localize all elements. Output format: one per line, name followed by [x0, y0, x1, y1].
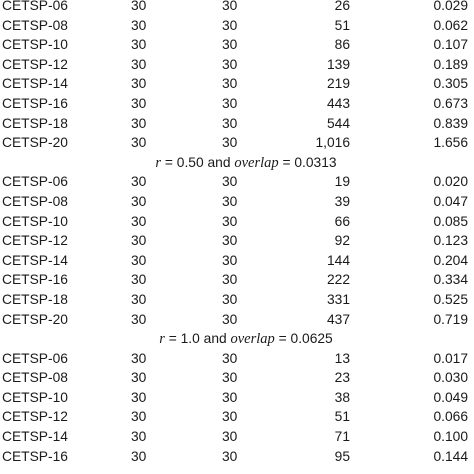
value-b-cell: 30 — [222, 370, 238, 386]
table-row — [0, 74, 474, 94]
r-relation: = 0.50 and — [161, 154, 235, 170]
value-b-cell: 30 — [222, 115, 238, 131]
instance-name-cell: CETSP-14 — [2, 429, 68, 445]
value-a-cell: 30 — [131, 193, 147, 209]
value-d-cell: 0.305 — [433, 76, 468, 92]
table-row — [0, 368, 474, 388]
overlap-symbol: overlap — [234, 154, 279, 171]
overlap-relation: = 0.0313 — [278, 154, 337, 170]
table-row — [0, 270, 474, 290]
value-b-cell: 30 — [222, 252, 238, 268]
value-d-cell: 0.525 — [433, 291, 468, 307]
value-d-cell: 0.020 — [433, 174, 468, 190]
value-d-cell: 0.189 — [433, 56, 468, 72]
value-d-cell: 0.204 — [433, 252, 468, 268]
table-row — [0, 427, 474, 447]
instance-name-cell: CETSP-06 — [2, 350, 68, 366]
value-b-cell: 30 — [222, 76, 238, 92]
value-c-cell: 23 — [334, 370, 350, 386]
value-b-cell: 30 — [222, 389, 238, 405]
value-c-cell: 92 — [334, 233, 350, 249]
overlap-relation: = 0.0625 — [274, 331, 333, 347]
value-d-cell: 0.066 — [433, 409, 468, 425]
value-d-cell: 0.123 — [433, 233, 468, 249]
value-a-cell: 30 — [131, 291, 147, 307]
r-symbol: r — [155, 154, 162, 171]
instance-name-cell: CETSP-18 — [2, 291, 68, 307]
instance-name-cell: CETSP-14 — [2, 252, 68, 268]
value-a-cell: 30 — [131, 350, 147, 366]
value-a-cell: 30 — [131, 370, 147, 386]
table-row — [0, 172, 474, 192]
value-d-cell: 0.085 — [433, 213, 468, 229]
value-b-cell: 30 — [222, 193, 238, 209]
value-d-cell: 0.100 — [433, 429, 468, 445]
value-d-cell: 0.030 — [433, 370, 468, 386]
instance-name-cell: CETSP-10 — [2, 37, 68, 53]
value-c-cell: 437 — [326, 311, 350, 327]
table-row — [0, 192, 474, 212]
value-a-cell: 30 — [131, 233, 147, 249]
value-c-cell: 26 — [334, 0, 350, 13]
instance-name-cell: CETSP-16 — [2, 95, 68, 111]
value-c-cell: 95 — [334, 448, 350, 464]
table-row — [0, 16, 474, 36]
value-c-cell: 443 — [326, 95, 350, 111]
table-row — [0, 388, 474, 408]
instance-name-cell: CETSP-06 — [2, 0, 68, 13]
value-d-cell: 0.839 — [433, 115, 468, 131]
value-b-cell: 30 — [222, 56, 238, 72]
table-row — [0, 35, 474, 55]
value-b-cell: 30 — [222, 448, 238, 464]
instance-name-cell: CETSP-20 — [2, 135, 68, 151]
table-row — [0, 231, 474, 251]
r-symbol: r — [159, 331, 165, 348]
value-c-cell: 66 — [334, 213, 350, 229]
table-row — [0, 407, 474, 427]
value-a-cell: 30 — [131, 174, 147, 190]
value-c-cell: 1,016 — [315, 135, 350, 151]
instance-name-cell: CETSP-12 — [2, 56, 68, 72]
table-row — [0, 349, 474, 369]
value-b-cell: 30 — [222, 291, 238, 307]
table-row — [0, 212, 474, 232]
value-d-cell: 0.144 — [433, 448, 468, 464]
value-c-cell: 139 — [326, 56, 350, 72]
instance-name-cell: CETSP-08 — [2, 193, 68, 209]
value-a-cell: 30 — [131, 0, 147, 13]
overlap-symbol: overlap — [230, 331, 275, 348]
value-b-cell: 30 — [222, 213, 238, 229]
value-d-cell: 0.062 — [433, 17, 468, 33]
value-c-cell: 222 — [326, 272, 350, 288]
instance-name-cell: CETSP-16 — [2, 448, 68, 464]
value-a-cell: 30 — [131, 409, 147, 425]
value-a-cell: 30 — [131, 135, 147, 151]
value-d-cell: 0.017 — [433, 350, 468, 366]
value-c-cell: 331 — [326, 291, 350, 307]
instance-name-cell: CETSP-12 — [2, 409, 68, 425]
r-relation: = 1.0 and — [164, 331, 231, 347]
value-b-cell: 30 — [222, 429, 238, 445]
value-a-cell: 30 — [131, 115, 147, 131]
table-row — [0, 251, 474, 271]
section-header — [0, 329, 474, 349]
value-d-cell: 0.673 — [433, 95, 468, 111]
instance-name-cell: CETSP-12 — [2, 233, 68, 249]
value-d-cell: 0.029 — [433, 0, 468, 13]
table-row — [0, 114, 474, 134]
value-c-cell: 51 — [334, 409, 350, 425]
instance-name-cell: CETSP-18 — [2, 115, 68, 131]
value-a-cell: 30 — [131, 389, 147, 405]
value-a-cell: 30 — [131, 429, 147, 445]
value-b-cell: 30 — [222, 311, 238, 327]
value-a-cell: 30 — [131, 76, 147, 92]
instance-name-cell: CETSP-08 — [2, 17, 68, 33]
value-c-cell: 219 — [326, 76, 350, 92]
value-b-cell: 30 — [222, 95, 238, 111]
value-c-cell: 86 — [334, 37, 350, 53]
value-b-cell: 30 — [222, 233, 238, 249]
instance-name-cell: CETSP-16 — [2, 272, 68, 288]
value-b-cell: 30 — [222, 17, 238, 33]
table-row — [0, 0, 474, 16]
value-d-cell: 0.049 — [433, 389, 468, 405]
value-c-cell: 71 — [334, 429, 350, 445]
value-a-cell: 30 — [131, 213, 147, 229]
value-b-cell: 30 — [222, 174, 238, 190]
value-d-cell: 0.719 — [433, 311, 468, 327]
instance-name-cell: CETSP-08 — [2, 370, 68, 386]
value-c-cell: 51 — [334, 17, 350, 33]
value-d-cell: 0.334 — [433, 272, 468, 288]
section-header — [0, 153, 474, 173]
value-b-cell: 30 — [222, 409, 238, 425]
value-c-cell: 39 — [334, 193, 350, 209]
value-a-cell: 30 — [131, 272, 147, 288]
value-b-cell: 30 — [222, 135, 238, 151]
instance-name-cell: CETSP-06 — [2, 174, 68, 190]
table-row — [0, 447, 474, 467]
instance-name-cell: CETSP-20 — [2, 311, 68, 327]
value-d-cell: 1.656 — [433, 135, 468, 151]
value-b-cell: 30 — [222, 37, 238, 53]
value-c-cell: 144 — [326, 252, 350, 268]
value-c-cell: 19 — [334, 174, 350, 190]
value-a-cell: 30 — [131, 311, 147, 327]
value-a-cell: 30 — [131, 17, 147, 33]
value-c-cell: 38 — [334, 389, 350, 405]
instance-name-cell: CETSP-14 — [2, 76, 68, 92]
value-c-cell: 13 — [334, 350, 350, 366]
value-b-cell: 30 — [222, 272, 238, 288]
instance-name-cell: CETSP-10 — [2, 389, 68, 405]
table-row — [0, 55, 474, 75]
value-a-cell: 30 — [131, 448, 147, 464]
value-b-cell: 30 — [222, 350, 238, 366]
value-a-cell: 30 — [131, 56, 147, 72]
value-d-cell: 0.047 — [433, 193, 468, 209]
value-d-cell: 0.107 — [433, 37, 468, 53]
value-a-cell: 30 — [131, 95, 147, 111]
value-a-cell: 30 — [131, 37, 147, 53]
value-b-cell: 30 — [222, 0, 238, 13]
instance-name-cell: CETSP-10 — [2, 213, 68, 229]
value-c-cell: 544 — [326, 115, 350, 131]
table-row — [0, 290, 474, 310]
table-row — [0, 133, 474, 153]
table-row — [0, 310, 474, 330]
value-a-cell: 30 — [131, 252, 147, 268]
table-row — [0, 94, 474, 114]
